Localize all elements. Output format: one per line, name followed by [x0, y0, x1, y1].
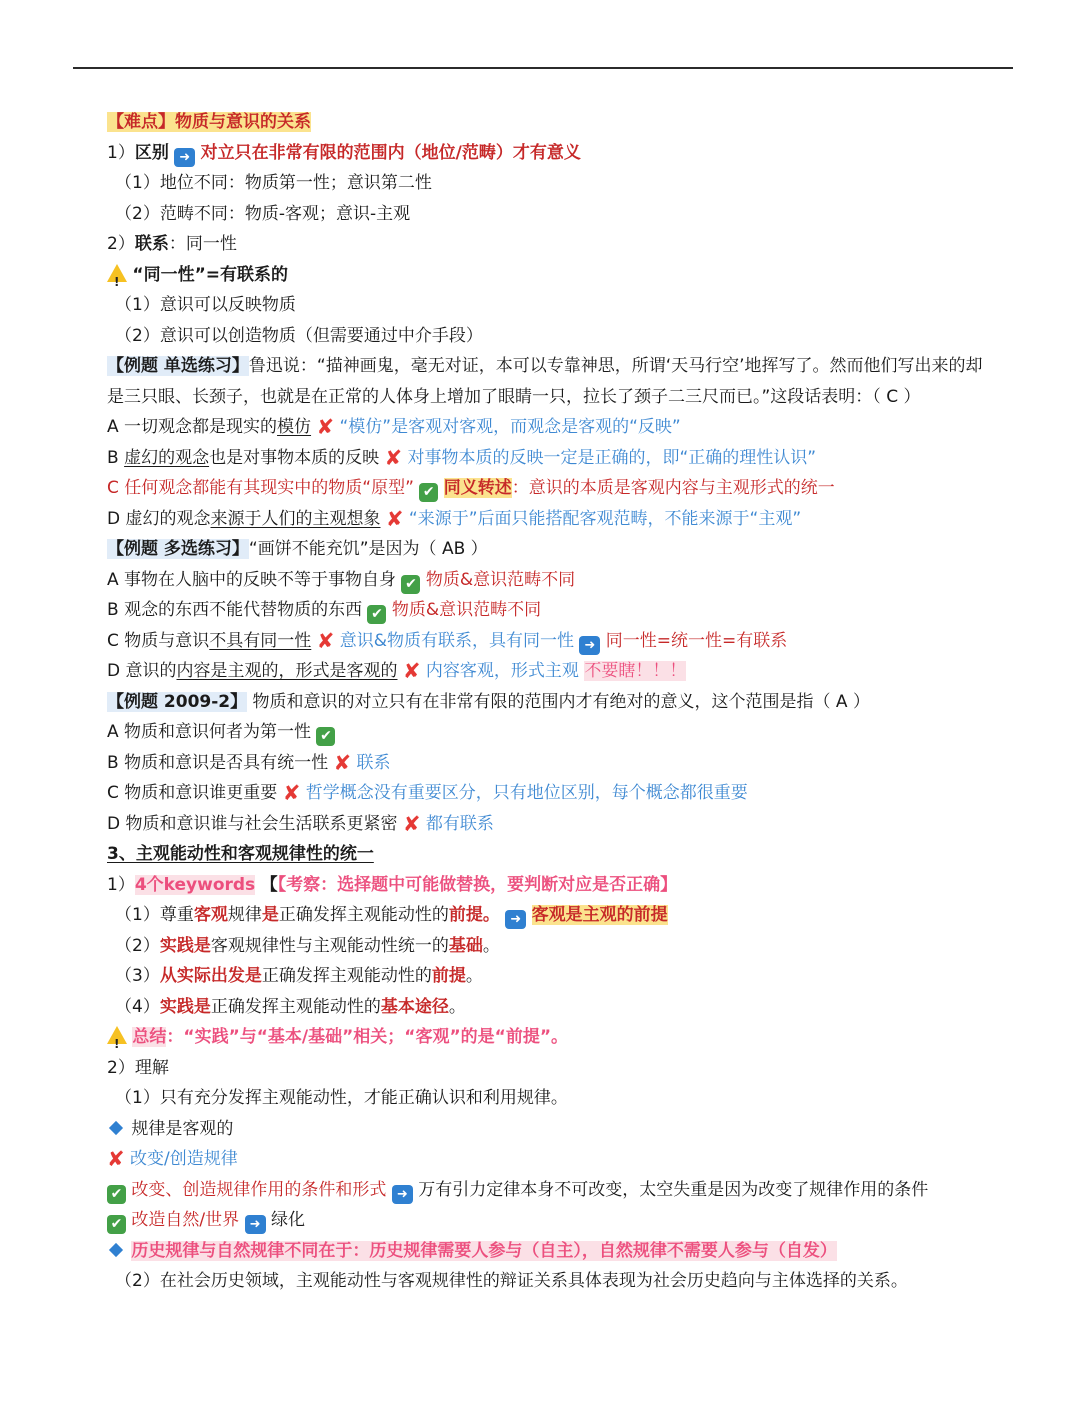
- text-span: ：同一性: [168, 234, 237, 254]
- note-line: [107, 900, 987, 931]
- option-line: [107, 565, 987, 596]
- note-line: [107, 1205, 987, 1236]
- text-span: 基础: [448, 935, 483, 956]
- text-span: 同义转述: [443, 478, 512, 498]
- text-span: 内容客观，形式主观: [425, 661, 579, 681]
- text-span: “同一性”=有联系的: [132, 264, 288, 285]
- option-line: [107, 778, 987, 809]
- arrow-right-icon: ➜: [174, 148, 195, 167]
- text-span: 前提。: [448, 905, 500, 925]
- text-span: 正确发挥主观能动性的: [261, 966, 432, 986]
- text-span: 2）: [107, 234, 135, 254]
- text-span: 规律是客观的: [131, 1118, 234, 1139]
- arrow-right-icon: ➜: [245, 1215, 266, 1234]
- text-span: 对事物本质的反映一定是正确的，即“正确的理性认识”: [407, 447, 817, 468]
- text-span: 也是对事物本质的反映: [209, 447, 380, 468]
- text-span: 同一性=统一性=有联系: [605, 630, 788, 651]
- text-span: 。: [448, 996, 466, 1017]
- note-line: [107, 992, 987, 1023]
- note-line: [107, 1083, 987, 1114]
- text-span: 不具有同一性: [209, 630, 312, 651]
- text-span: 【例题 2009-2】: [107, 691, 248, 712]
- text-span: （2）范畴不同：物质-客观；意识-主观: [115, 203, 411, 224]
- cross-mark-icon: ✘: [385, 506, 404, 531]
- text-span: 【难点】物质与意识的关系: [107, 112, 311, 132]
- text-span: A 物质和意识何者为第一性: [107, 722, 312, 742]
- text-span: 虚幻的观念: [124, 447, 210, 468]
- question-stem: [107, 534, 987, 565]
- option-line: [107, 809, 987, 840]
- text-span: D 虚幻的观念: [107, 508, 211, 529]
- option-line: [107, 443, 987, 474]
- text-span: （1）尊重: [115, 905, 194, 925]
- text-span: 改造自然/世界: [131, 1210, 240, 1230]
- note-line: [107, 1144, 987, 1175]
- text-span: 区别: [134, 142, 169, 163]
- text-span: （4）: [115, 996, 160, 1017]
- text-span: D 物质和意识谁与社会生活联系更紧密: [107, 813, 398, 834]
- text-span: 1）: [107, 874, 135, 895]
- warning-icon: [107, 264, 127, 282]
- text-span: （2）: [115, 935, 160, 956]
- text-span: 4个keywords: [134, 874, 256, 895]
- note-line: [107, 1266, 987, 1297]
- check-mark-icon: ✔: [367, 605, 386, 624]
- note-line: [107, 1053, 987, 1084]
- text-span: 。: [465, 966, 483, 986]
- text-span: 正确发挥主观能动性的: [278, 905, 449, 925]
- text-span: 客观是主观的前提: [531, 905, 668, 925]
- text-span: 改变、创造规律作用的条件和形式: [131, 1179, 387, 1200]
- text-span: 对立只在非常有限的范围内（地位/范畴）才有意义: [200, 142, 581, 163]
- text-span: 鲁迅说：“描神画鬼，毫无对证，本可以专靠神思，所谓‘天马行空’地挥写了。然而他们写出来的却是三只眼、长颈子，也就是在正常的人体身上增加了眼睛一只，拉长了颈子二三尺而已。”这段话表明：（ C ）: [107, 356, 983, 407]
- text-span: 绿化: [270, 1210, 305, 1230]
- cross-mark-icon: ✘: [333, 750, 352, 775]
- arrow-right-icon: ➜: [392, 1185, 413, 1204]
- text-span: （2）意识可以创造物质（但需要通过中介手段）: [115, 325, 483, 346]
- text-span: 【例题 多选练习】: [107, 539, 249, 559]
- text-span: 【例题 单选练习】: [107, 356, 249, 376]
- check-mark-icon: ✔: [107, 1215, 126, 1234]
- summary-line: [107, 1022, 987, 1053]
- note-line: [107, 138, 987, 169]
- text-span: 模仿: [277, 417, 312, 437]
- check-mark-icon: ✔: [401, 575, 420, 594]
- option-line: [107, 504, 987, 535]
- text-span: “画饼不能充饥”是因为（ AB ）: [248, 539, 488, 559]
- text-span: D 意识的: [107, 661, 177, 681]
- text-span: 客观规律性与主观能动性统一的: [210, 935, 449, 956]
- text-span: （2）在社会历史领域，主观能动性与客观规律性的辩证关系具体表现为社会历史趋向与主体选择的关系。: [115, 1271, 908, 1291]
- text-span: 规律: [227, 905, 262, 925]
- text-span: B 观念的东西不能代替物质的东西: [107, 600, 363, 620]
- text-span: “来源于”后面只能搭配客观范畴，不能来源于“主观”: [408, 508, 802, 529]
- top-divider: [73, 67, 1013, 69]
- text-span: B: [107, 447, 125, 468]
- text-span: C 物质和意识谁更重要: [107, 783, 278, 803]
- cross-mark-icon: ✘: [316, 628, 335, 653]
- text-span: 是: [261, 905, 279, 925]
- cross-mark-icon: ✘: [282, 781, 301, 805]
- text-span: （1）地位不同：物质第一性；意识第二性: [115, 173, 432, 193]
- note-line: [107, 260, 987, 291]
- text-span: 3、主观能动性和客观规律性的统一: [107, 844, 374, 864]
- text-span: 万有引力定律本身不可改变，太空失重是因为改变了规律作用的条件: [418, 1179, 929, 1200]
- text-span: “模仿”是客观对客观，而观念是客观的“反映”: [339, 417, 681, 437]
- text-span: A 事物在人脑中的反映不等于事物自身: [107, 569, 397, 590]
- note-line: [107, 1175, 987, 1206]
- text-span: 2）理解: [107, 1057, 169, 1078]
- text-span: 内容是主观的，形式是客观的: [176, 661, 398, 681]
- option-line: [107, 412, 987, 443]
- text-span: 实践是: [159, 996, 211, 1017]
- arrow-right-icon: ➜: [579, 636, 600, 655]
- option-line: [107, 473, 987, 504]
- question-stem: [107, 687, 987, 718]
- cross-mark-icon: ✘: [316, 415, 335, 439]
- text-span: （1）只有充分发挥主观能动性，才能正确认识和利用规律。: [115, 1088, 568, 1108]
- blue-diamond-icon: [109, 1242, 123, 1256]
- blue-diamond-icon: [109, 1120, 123, 1134]
- text-span: A 一切观念都是现实的: [107, 417, 278, 437]
- check-mark-icon: ✔: [107, 1185, 126, 1204]
- note-line: [107, 290, 987, 321]
- text-span: 都有联系: [425, 813, 494, 834]
- text-span: （3）: [115, 966, 160, 986]
- text-span: 联系: [356, 752, 391, 773]
- text-span: 1）: [107, 142, 135, 163]
- text-span: 前提: [431, 966, 466, 986]
- text-span: 总结: [132, 1027, 167, 1047]
- cross-mark-icon: ✘: [107, 1147, 125, 1171]
- text-span: 意识&物质有联系，具有同一性: [339, 630, 574, 651]
- text-span: 物质&意识范畴不同: [425, 569, 576, 590]
- warning-icon: [107, 1026, 127, 1044]
- cross-mark-icon: ✘: [384, 445, 403, 470]
- text-span: 。: [482, 935, 500, 956]
- notes-page: [107, 107, 987, 1297]
- note-line: [107, 199, 987, 230]
- text-span: C 物质与意识: [107, 630, 210, 651]
- text-span: 改变/创造规律: [130, 1149, 238, 1169]
- text-span: ：意识的本质是客观内容与主观形式的统一: [511, 478, 835, 498]
- text-span: 【考察：选择题中可能做替换，要判断对应是否正确】: [277, 874, 678, 895]
- option-line: [107, 595, 987, 626]
- option-line: [107, 748, 987, 779]
- text-span: 实践是: [159, 935, 211, 956]
- option-line: [107, 717, 987, 748]
- text-span: C 任何观念都能有其现实中的物质“原型”: [107, 478, 414, 498]
- text-span: （1）意识可以反映物质: [115, 295, 296, 315]
- check-mark-icon: ✔: [419, 483, 438, 502]
- text-span: 从实际出发是: [159, 966, 262, 986]
- text-span: 历史规律与自然规律不同在于：历史规律需要人参与（自主），自然规律不需要人参与（自发）: [131, 1240, 837, 1261]
- note-line: [107, 321, 987, 352]
- text-span: 正确发挥主观能动性的: [210, 996, 381, 1017]
- arrow-right-icon: ➜: [505, 910, 526, 929]
- text-span: 物质&意识范畴不同: [391, 600, 542, 620]
- note-line: [107, 931, 987, 962]
- cross-mark-icon: ✘: [402, 659, 421, 683]
- question-stem: [107, 351, 987, 412]
- text-span: B 物质和意识是否具有统一性: [107, 752, 329, 773]
- text-span: 哲学概念没有重要区分，只有地位区别，每个概念都很重要: [305, 783, 748, 803]
- note-line: [107, 1236, 987, 1267]
- section-heading: [107, 839, 987, 870]
- note-line: 1）4个keywords 【【考察：选择题中可能做替换，要判断对应是否正确】: [107, 874, 678, 895]
- note-line: [107, 1114, 987, 1145]
- note-line: [107, 168, 987, 199]
- text-span: ：“实践”与“基本/基础”相关；“客观”的是“前提”。: [166, 1027, 568, 1047]
- note-line: [107, 961, 987, 992]
- text-span: 联系: [134, 234, 169, 254]
- text-span: 基本途径: [380, 996, 449, 1017]
- cross-mark-icon: ✘: [402, 811, 421, 836]
- text-span: 不要瞎！！！: [584, 661, 687, 681]
- option-line: [107, 626, 987, 657]
- text-span: 客观: [193, 905, 228, 925]
- check-mark-icon: ✔: [316, 727, 335, 746]
- option-line: [107, 656, 987, 687]
- text-span: 来源于人们的主观想象: [210, 508, 381, 529]
- text-span: 物质和意识的对立只有在非常有限的范围内才有绝对的意义，这个范围是指（ A ）: [252, 691, 870, 712]
- note-line: [107, 229, 987, 260]
- section-heading: [107, 107, 987, 138]
